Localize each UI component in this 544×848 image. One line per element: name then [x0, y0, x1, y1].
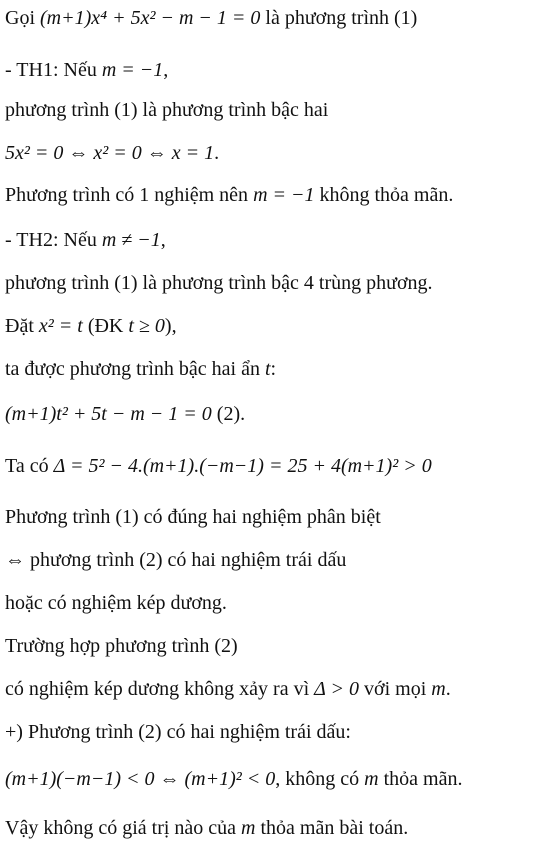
line-8	[5, 314, 540, 338]
text-run: Đặt	[5, 315, 39, 337]
text-run: có nghiệm kép dương không xảy ra vì	[5, 678, 315, 700]
text-run: không thỏa mãn.	[314, 184, 454, 206]
text-run: - TH1: Nếu	[5, 59, 102, 81]
text-run: - TH2: Nếu	[5, 229, 102, 251]
text-run: Ta có	[5, 455, 54, 477]
math-expression: t ≥ 0	[128, 315, 165, 337]
line-15	[5, 634, 540, 658]
math-expression: (m+1)t² + 5t − m − 1 = 0	[5, 403, 212, 425]
math-expression: Δ > 0	[314, 678, 360, 700]
line-10	[5, 402, 540, 426]
line-5	[5, 183, 540, 207]
line-3	[5, 98, 540, 122]
text-run: thỏa mãn.	[378, 768, 463, 790]
text-run: với mọi	[359, 678, 432, 700]
text-run: Vậy không có giá trị nào của	[5, 817, 242, 839]
text-run: ,	[163, 59, 169, 81]
line-19	[5, 816, 540, 840]
text-run: +) Phương trình (2) có hai nghiệm trái dấu:	[5, 721, 351, 743]
text-run: ,	[160, 229, 166, 251]
text-run: phương trình (1) là phương trình bậc hai	[5, 99, 329, 121]
line-1	[5, 6, 540, 30]
text-run: Phương trình có 1 nghiệm nên	[5, 184, 254, 206]
text-run: ),	[164, 315, 177, 337]
text-run: ta được phương trình bậc hai ẩn	[5, 358, 265, 380]
line-6	[5, 228, 540, 252]
math-expression: (m+1)(−m−1) < 0 ⇔ (m+1)² < 0	[5, 768, 276, 790]
text-run: Gọi	[5, 7, 40, 29]
text-run: phương trình (1) là phương trình bậc 4 trùng phương.	[5, 272, 433, 294]
math-expression: x² = t	[38, 315, 83, 337]
line-13	[5, 548, 540, 572]
math-expression: ⇔	[5, 549, 25, 571]
text-run: thỏa mãn bài toán.	[255, 817, 409, 839]
math-expression: m	[364, 768, 379, 790]
line-2	[5, 58, 540, 82]
math-expression: m ≠ −1	[101, 229, 161, 251]
line-12	[5, 505, 540, 529]
text-run: , không có	[275, 768, 365, 790]
text-run: .	[445, 678, 451, 700]
math-expression: t	[264, 358, 271, 380]
line-17	[5, 720, 540, 744]
line-4	[5, 141, 540, 165]
line-18	[5, 767, 540, 791]
text-run: (2).	[211, 403, 246, 425]
line-7	[5, 271, 540, 295]
text-run: là phương trình (1)	[260, 7, 418, 29]
line-11	[5, 454, 540, 478]
math-expression: m	[241, 817, 256, 839]
text-run: .	[214, 142, 220, 164]
text-run: Phương trình (1) có đúng hai nghiệm phân biệt	[5, 506, 381, 528]
line-9	[5, 357, 540, 381]
math-expression: m = −1	[253, 184, 315, 206]
text-run: hoặc có nghiệm kép dương.	[5, 592, 227, 614]
line-16	[5, 677, 540, 701]
math-expression: Δ = 5² − 4.(m+1).(−m−1) = 25 + 4(m+1)² > 0	[53, 455, 432, 477]
math-expression: m = −1	[101, 59, 164, 81]
text-run: Trường hợp phương trình (2)	[5, 635, 238, 657]
text-run: :	[270, 358, 277, 380]
math-expression: (m+1)x⁴ + 5x² − m − 1 = 0	[40, 7, 261, 29]
math-expression: 5x² = 0 ⇔ x² = 0 ⇔ x = 1	[5, 142, 215, 164]
math-expression: m	[431, 678, 446, 700]
text-run: (ĐK	[82, 315, 129, 337]
text-run: phương trình (2) có hai nghiệm trái dấu	[25, 549, 347, 571]
line-14	[5, 591, 540, 615]
